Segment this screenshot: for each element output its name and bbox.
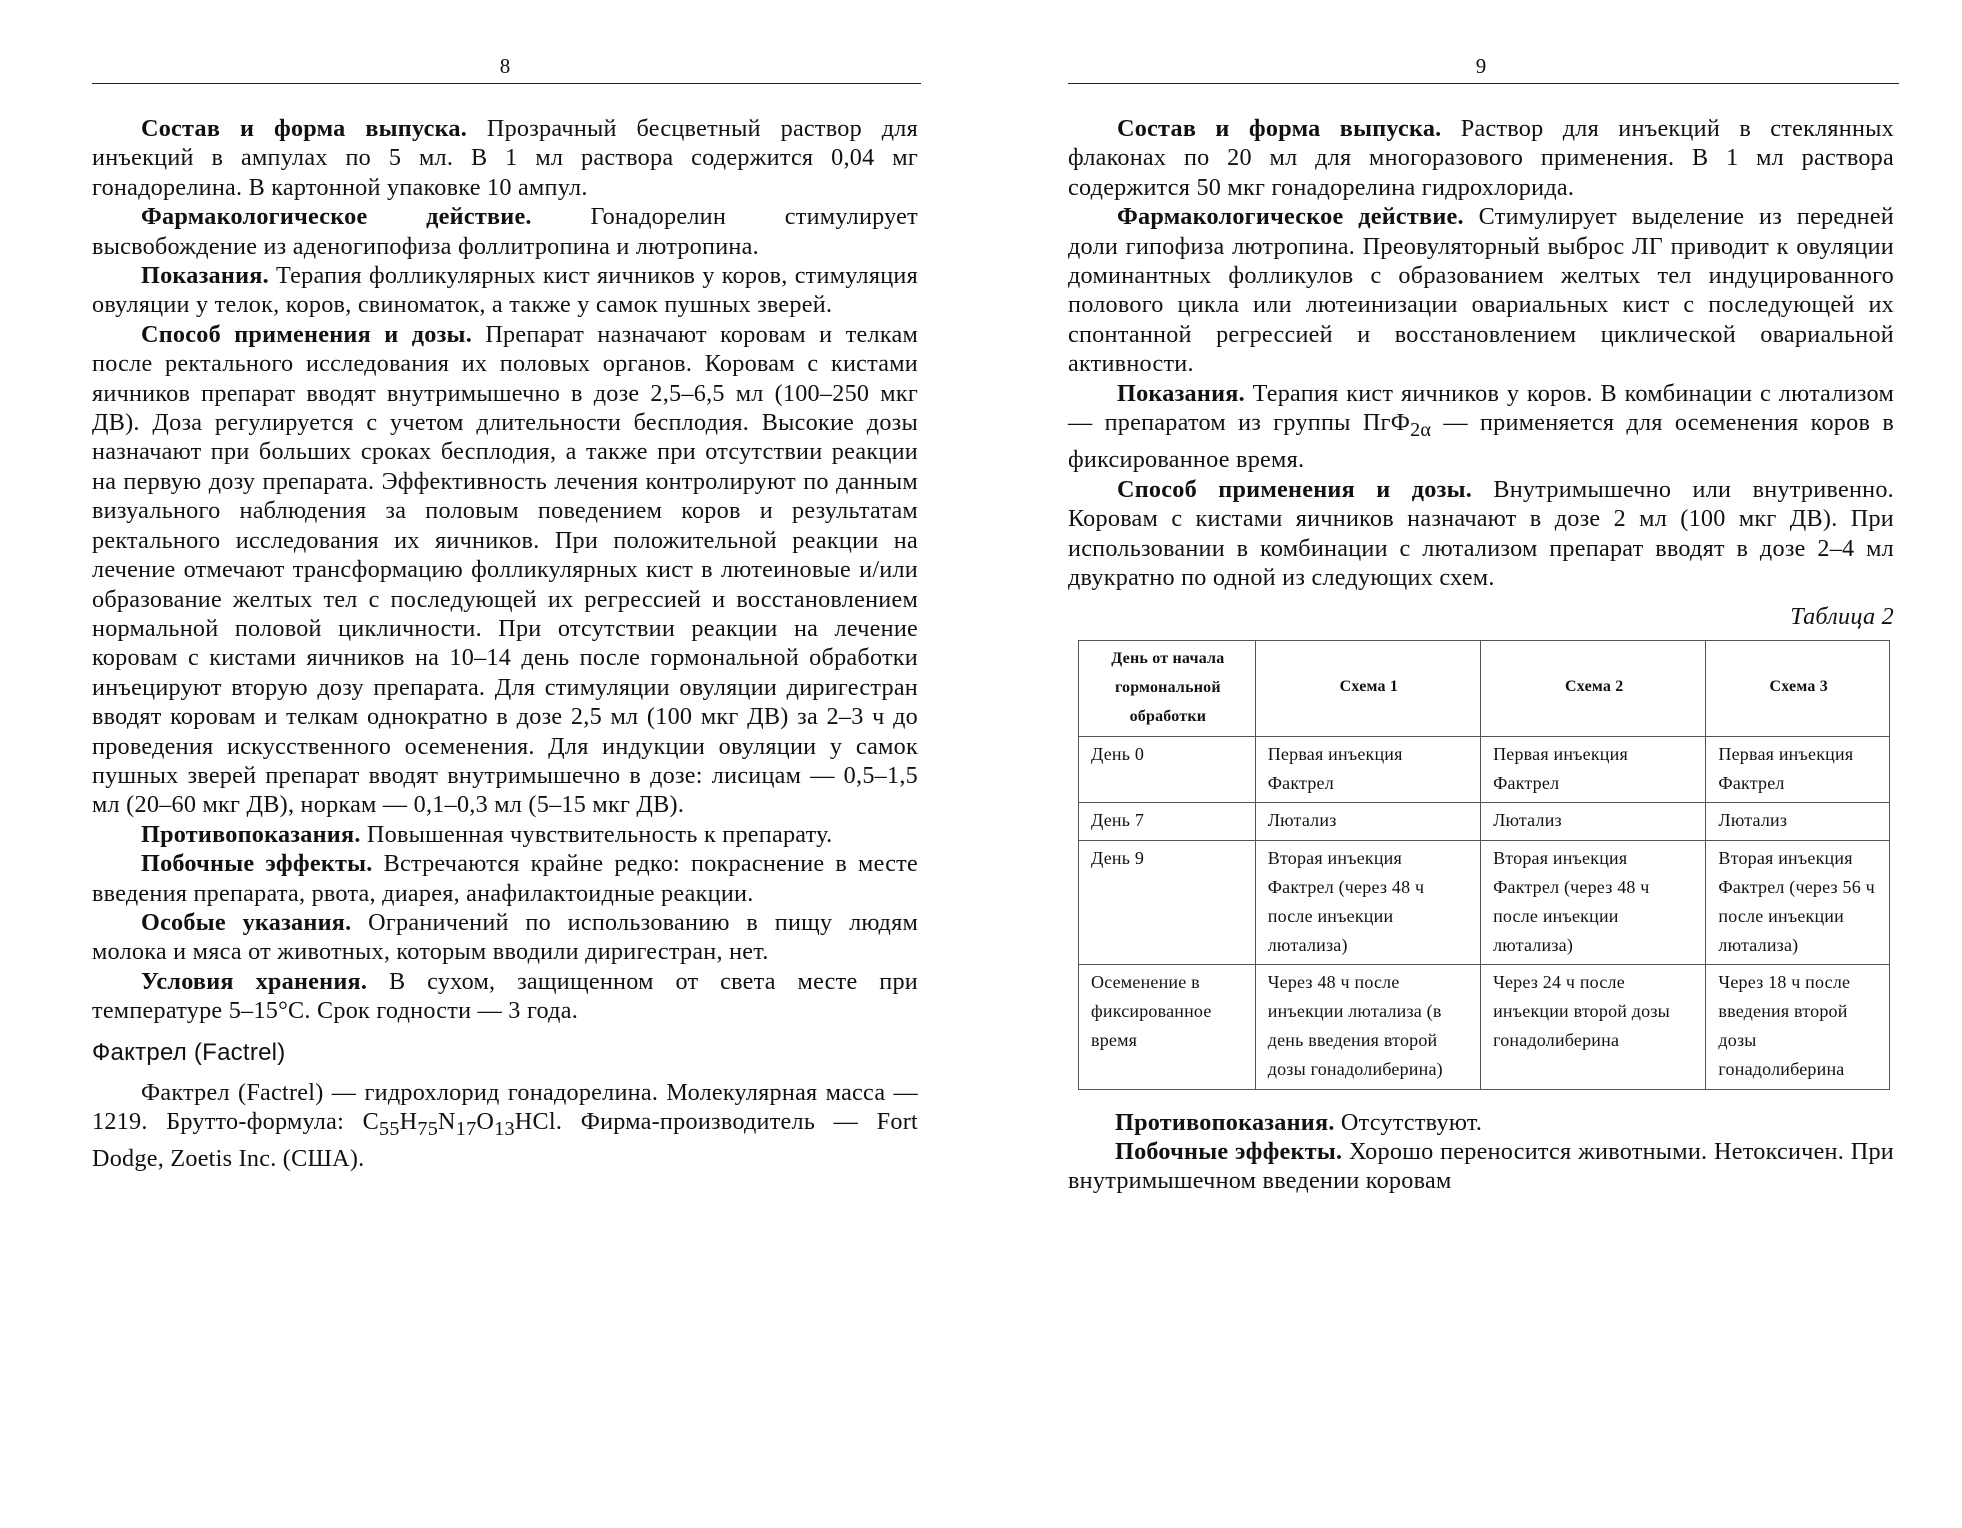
header-rule — [92, 83, 921, 84]
table-cell: Через 48 ч после инъекции лютализа (в день введения второй дозы гонадолиберина) — [1255, 965, 1480, 1089]
paragraph-label: Противопоказания. — [141, 820, 361, 848]
paragraph-text: Раствор для инъекций в стеклянных флаконах по 20 мл для многоразового применения. В 1 мл раствора содержится 50 мкг гонадорелина гидрохлорида. — [1068, 115, 1895, 201]
formula-subscript: 17 — [455, 1117, 477, 1140]
pharmacology-paragraph — [92, 202, 918, 261]
paragraph-text: Ограничений по использованию в пищу людям молока и мяса от животных, которым вводили диригестран, нет. — [92, 908, 919, 966]
paragraph-text: Терапия фолликулярных кист яичников у коров, стимуляция овуляции у телок, коров, свиноматок, а также у самок пушных зверей. — [92, 262, 918, 319]
paragraph-text: Хорошо переносится животными. Нетоксичен. При внутримышечном введении коровам — [1068, 1137, 1894, 1195]
side-effects-paragraph — [92, 849, 918, 908]
paragraph-text: Стимулирует выделение из передней доли гипофиза лютропина. Преовуляторный выброс ЛГ приводит к овуляции доминантных фолликулов с образованием желтых тел индуцированного полового цикла или лютеинизации овариальных кист с последующей их спонтанной регрессией и восстановлением циклической овариальной активности. — [1068, 203, 1895, 378]
table-header-cell: Схема 2 — [1481, 640, 1706, 736]
paragraph-text: Внутримышечно или внутривенно. Коровам с кистами яичников назначают в дозе 2 мл (100 мкг ДВ). При использовании в комбинации с лютализом препарат вводят в дозе 2–4 мл двукратно по одной из следующих схем. — [1068, 475, 1894, 591]
intro-text: Фактрел (Factrel) — гидрохлорид гонадорелина. Молекулярная масса — 1219. Брутто-формула: C — [92, 1078, 918, 1135]
paragraph-text: — применяется для осеменения коров в фиксированное время. — [1068, 409, 1894, 474]
special-notes-paragraph — [92, 908, 918, 967]
paragraph-label: Способ применения и дозы. — [1117, 475, 1473, 503]
table-row — [1079, 841, 1890, 965]
composition-paragraph — [92, 114, 918, 202]
storage-paragraph — [92, 967, 918, 1026]
page-number: 9 — [1475, 54, 1487, 78]
table-cell: Лютализ — [1255, 803, 1480, 841]
paragraph-label: Показания. — [1117, 379, 1245, 407]
drug-heading: Фактрел (Factrel) — [92, 1038, 286, 1066]
paragraph-label: Показания. — [141, 262, 269, 290]
paragraph-text: Гонадорелин стимулирует высвобождение из аденогипофиза фоллитропина и лютропина. — [92, 203, 918, 260]
table-cell: Через 24 ч после инъекции второй дозы гонадолиберина — [1481, 965, 1706, 1089]
table-caption: Таблица 2 — [1790, 603, 1894, 631]
indications-paragraph — [1068, 379, 1894, 475]
table-cell: Через 18 ч после введения второй дозы гонадолиберина — [1706, 965, 1890, 1089]
table-cell: Вторая инъекция Фактрел (через 48 ч после инъекции лютализа) — [1481, 841, 1706, 965]
contraindications-paragraph — [92, 820, 918, 849]
intro-text: HCl. Фирма-производитель — Fort Dodge, Zoetis Inc. (США). — [92, 1108, 919, 1173]
table-header-cell: Схема 3 — [1706, 640, 1890, 736]
table-header-row — [1079, 640, 1890, 736]
page-number: 8 — [499, 54, 511, 78]
paragraph-label: Фармакологическое действие. — [1117, 203, 1464, 231]
table-header-cell: Схема 1 — [1255, 640, 1480, 736]
right-page-body — [1068, 114, 1894, 1196]
paragraph-label: Фармакологическое действие. — [141, 203, 532, 231]
table-cell: День 0 — [1079, 736, 1256, 803]
paragraph-label: Условия хранения. — [141, 967, 368, 995]
table-cell: Первая инъекция Фактрел — [1481, 736, 1706, 803]
after-table-text — [1068, 1108, 1894, 1196]
indications-paragraph — [92, 261, 918, 320]
table-cell: День 7 — [1079, 803, 1256, 841]
left-page-body — [92, 114, 918, 1174]
table-cell: День 9 — [1079, 841, 1256, 965]
formula-text: N — [438, 1108, 456, 1135]
header-rule — [1068, 83, 1899, 84]
composition-paragraph — [1068, 114, 1894, 202]
table-cell: Осеменение в фиксированное время — [1079, 965, 1256, 1089]
table-cell: Первая инъекция Фактрел — [1255, 736, 1480, 803]
table-cell: Лютализ — [1706, 803, 1890, 841]
paragraph-text: В сухом, защищенном от света месте при температуре 5–15°С. Срок годности — 3 года. — [92, 967, 919, 1025]
contraindications-paragraph — [1068, 1108, 1894, 1137]
table-cell: Вторая инъекция Фактрел (через 56 ч после инъекции лютализа) — [1706, 841, 1890, 965]
table-cell: Вторая инъекция Фактрел (через 48 ч после инъекции лютализа) — [1255, 841, 1480, 965]
formula-subscript: 13 — [494, 1117, 515, 1140]
paragraph-label: Способ применения и дозы. — [141, 320, 472, 348]
table-row — [1079, 965, 1890, 1089]
paragraph-text: Терапия кист яичников у коров. В комбинации с лютализом — препаратом из группы ПгФ — [1068, 379, 1894, 437]
drug-intro-paragraph — [92, 1078, 918, 1174]
formula-subscript: 55 — [379, 1117, 400, 1140]
paragraph-text: Препарат назначают коровам и телкам после ректального исследования их половых органов. Коровам с кистами яичников препарат вводят внутримышечно в дозе 2,5–6,5 мл (100–250 мкг ДВ). Доза регулируется с учетом длительности бесплодия. Высокие дозы назначают при больших сроках бесплодия, а также при отсутствии реакции на первую дозу препарата. Эффективность лечения контролируют по данным визуального наблюдения за половым поведением коров и результатам ректального исследования их яичников. При положительной реакции на лечение отмечают трансформацию фолликулярных кист в лютеиновые и/или образование желтых тел с последующей их регрессией и восстановлением нормальной половой цикличности. При отсутствии реакции на лечение коровам с кистами яичников на 10–14 день после гормональной обработки инъецируют вторую дозу препарата. Для стимуляции овуляции диригестран вводят коровам и телкам однократно в дозе 2,5 мл (100 мкг ДВ) за 2–3 ч до проведения искусственного осеменения. Для индукции овуляции у самок пушных зверей препарат вводят внутримышечно в дозе: лисицам — 0,5–1,5 мл (20–60 мкг ДВ), норкам — 0,1–0,3 мл (5–15 мкг ДВ). — [92, 320, 918, 819]
paragraph-text: Отсутствуют. — [1334, 1108, 1483, 1136]
side-effects-paragraph — [1068, 1137, 1894, 1196]
table-row — [1079, 803, 1890, 841]
dosage-paragraph — [92, 320, 918, 820]
paragraph-text: Повышенная чувствительность к препарату. — [360, 820, 833, 848]
formula-subscript: 2α — [1410, 418, 1432, 441]
table-cell: Первая инъекция Фактрел — [1706, 736, 1890, 803]
dosage-paragraph — [1068, 475, 1894, 593]
paragraph-label: Состав и форма выпуска. — [1117, 115, 1442, 142]
paragraph-label: Состав и форма выпуска. — [141, 115, 468, 142]
formula-text: O — [476, 1108, 495, 1135]
table-cell: Лютализ — [1481, 803, 1706, 841]
paragraph-label: Противопоказания. — [1115, 1108, 1335, 1136]
paragraph-label: Побочные эффекты. — [141, 850, 373, 878]
table-header-cell: День от начала гормональной обработки — [1079, 640, 1256, 736]
table-row — [1079, 736, 1890, 803]
formula-text: H — [399, 1108, 418, 1135]
formula-subscript: 75 — [417, 1117, 439, 1140]
schemes-table — [1078, 640, 1890, 1090]
paragraph-label: Особые указания. — [141, 908, 352, 936]
paragraph-label: Побочные эффекты. — [1115, 1137, 1343, 1165]
paragraph-text: Встречаются крайне редко: покраснение в месте введения препарата, рвота, диарея, анафилактоидные реакции. — [92, 850, 918, 907]
pharmacology-paragraph — [1068, 202, 1894, 378]
paragraph-text: Прозрачный бесцветный раствор для инъекций в ампулах по 5 мл. В 1 мл раствора содержится 0,04 мг гонадорелина. В картонной упаковке 10 ампул. — [92, 115, 918, 201]
